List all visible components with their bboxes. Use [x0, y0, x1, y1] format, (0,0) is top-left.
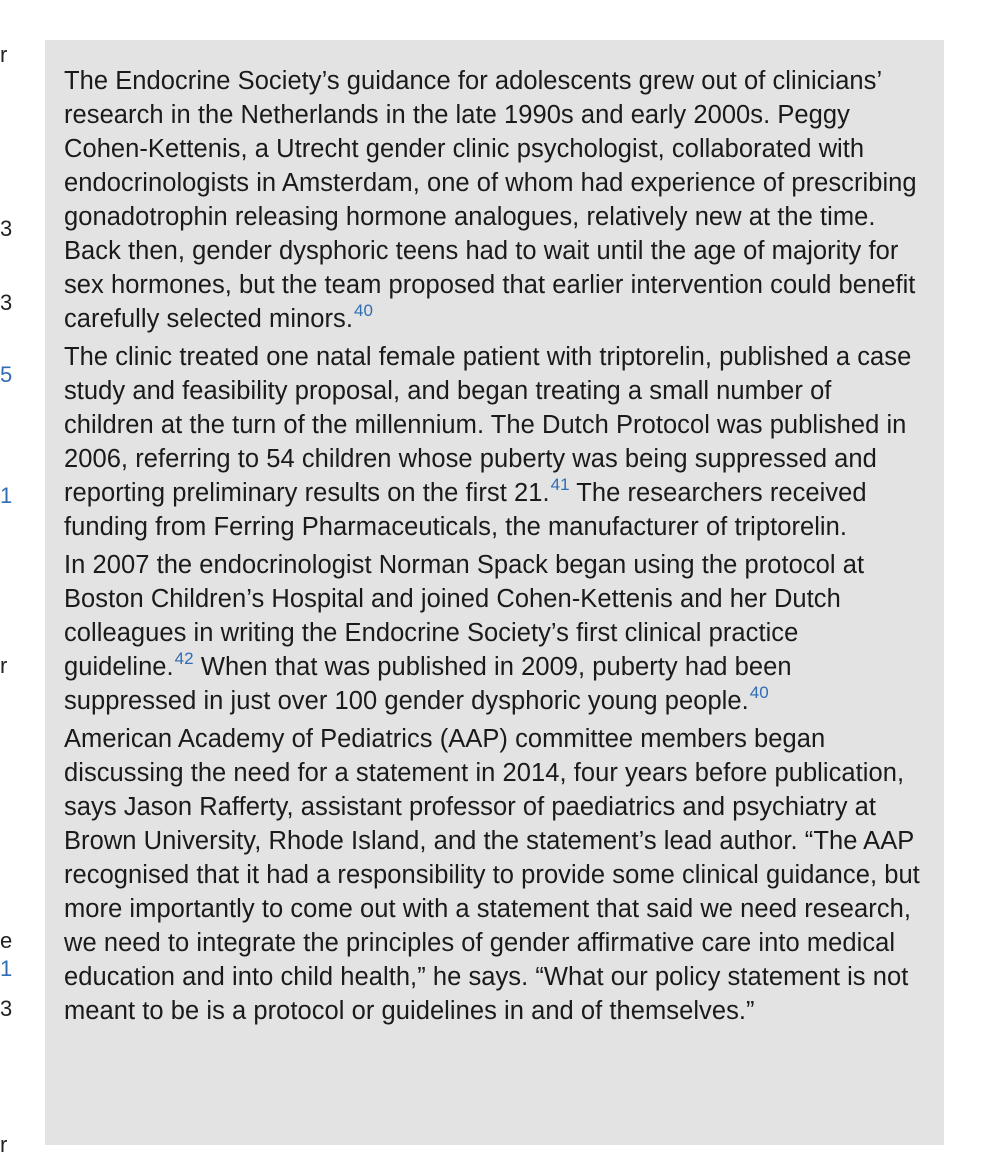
- left-column-edge-fragments: [0, 0, 14, 1164]
- paragraph-text: The researchers received funding from Ferring Pharmaceuticals, the manufacturer of triptorelin.: [64, 479, 867, 541]
- paragraph-text: American Academy of Pediatrics (AAP) committee members began discussing the need for a statement in 2014, four years before publication, says Jason Rafferty, assistant professor of paediatrics and psychiatry at Brown University, Rhode Island, and the statement’s lead author. “The AAP recognised that it had a responsibility to provide some clinical guidance, but more importantly to come out with a statement that said we need research, we need to integrate the principles of gender affirmative care into medical education and into child health,” he says. “What our policy statement is not meant to be is a protocol or guidelines in and of themselves.”: [64, 725, 920, 1025]
- edge-fragment: e: [0, 928, 13, 953]
- edge-fragment: 1: [0, 956, 13, 981]
- reference-link-42[interactable]: 42: [174, 649, 194, 668]
- edge-fragment: 3: [0, 216, 13, 241]
- edge-fragment: r: [0, 1132, 8, 1157]
- boxed-article-section: [45, 40, 944, 1145]
- edge-fragment: 3: [0, 290, 13, 315]
- edge-fragment: 5: [0, 362, 13, 387]
- edge-fragment: 1: [0, 483, 13, 508]
- paragraph-dutch-protocol: [64, 340, 926, 544]
- reference-link-40[interactable]: 40: [354, 301, 374, 320]
- edge-fragment: r: [0, 42, 8, 67]
- paragraph-aap-statement: [64, 722, 926, 1028]
- paragraph-norman-spack: [64, 548, 926, 718]
- paragraph-text: In 2007 the endocrinologist Norman Spack began using the protocol at Boston Children’s Hospital and joined Cohen-Kettenis and her Dutch colleagues in writing the Endocrine Society’s first clinical practice guideline.: [64, 551, 865, 681]
- reference-link-41[interactable]: 41: [550, 475, 570, 494]
- edge-fragment: r: [0, 653, 8, 678]
- paragraph-text: The Endocrine Society’s guidance for adolescents grew out of clinicians’ research in the Netherlands in the late 1990s and early 2000s. Peggy Cohen-Kettenis, a Utrecht gender clinic psychologist, collaborated with endocrinologists in Amsterdam, one of whom had experience of prescribing gonadotrophin releasing hormone analogues, relatively new at the time. Back then, gender dysphoric teens had to wait until the age of majority for sex hormones, but the team proposed that earlier intervention could benefit carefully selected minors.: [64, 67, 917, 333]
- reference-link-40[interactable]: 40: [749, 683, 769, 702]
- paragraph-text: The clinic treated one natal female patient with triptorelin, published a case study and feasibility proposal, and began treating a small number of children at the turn of the millennium. The Dutch Protocol was published in 2006, referring to 54 children whose puberty was being suppressed and reporting preliminary results on the first 21.: [64, 343, 912, 507]
- paragraph-text: When that was published in 2009, puberty had been suppressed in just over 100 gender dysphoric young people.: [64, 653, 792, 715]
- edge-fragment: 3: [0, 996, 13, 1021]
- paragraph-dutch-origins: [64, 64, 926, 336]
